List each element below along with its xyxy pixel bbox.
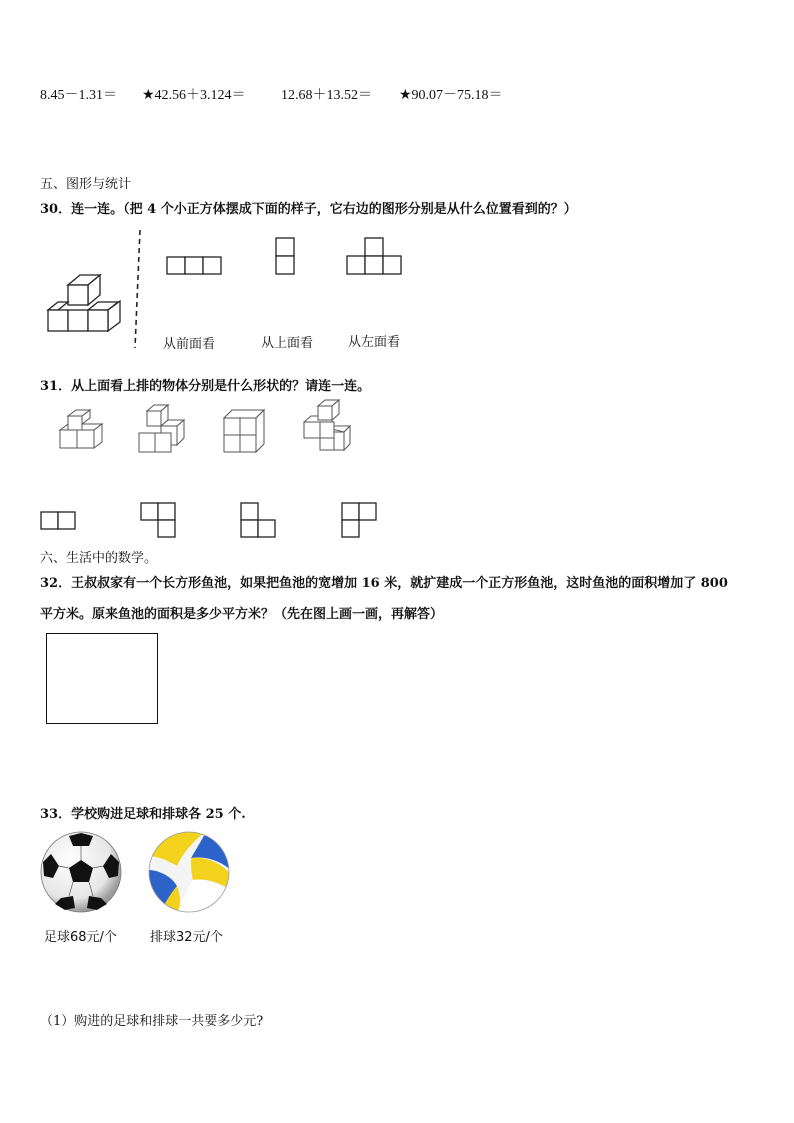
q31-object-2 [137, 405, 189, 455]
q31-shape-1 [40, 511, 76, 531]
q33-sub-question-1: （1）购进的足球和排球一共要多少元? [40, 1014, 264, 1029]
soccer-price-label: 足球68元/个 [44, 930, 117, 945]
volleyball-icon [147, 830, 231, 914]
q31-prompt: 31．从上面看上排的物体分别是什么形状的？请连一连。 [40, 379, 371, 394]
arith-1: 8.45－1.31＝ [40, 88, 117, 103]
q31-shape-4 [341, 502, 377, 538]
q31-object-4 [300, 400, 356, 454]
q31-object-3 [222, 408, 268, 454]
q31-shape-3 [240, 502, 276, 538]
volleyball-price-label: 排球32元/个 [150, 930, 223, 945]
q30-view-c [346, 237, 402, 275]
q30-dashed-divider [135, 230, 145, 350]
arith-2: ★42.56＋3.124＝ [142, 88, 246, 103]
q30-cube-figure [40, 265, 130, 337]
q31-shape-2 [140, 502, 176, 538]
q30-view-a [166, 256, 222, 276]
q30-view-label-left: 从左面看 [348, 335, 401, 350]
q30-view-label-front: 从前面看 [163, 337, 216, 352]
section-6-title: 六、生活中的数学。 [40, 551, 158, 566]
q30-view-b [275, 237, 295, 275]
q32-pond-rectangle [46, 633, 158, 724]
soccer-ball-icon [39, 830, 123, 914]
section-5-title: 五、图形与统计 [40, 177, 132, 192]
q30-view-label-top: 从上面看 [261, 336, 314, 351]
q32-line-2: 平方米。原来鱼池的面积是多少平方米？（先在图上画一画，再解答） [40, 607, 444, 622]
arith-3: 12.68＋13.52＝ [281, 88, 372, 103]
q33-prompt: 33．学校购进足球和排球各 25 个. [40, 807, 246, 822]
q31-object-1 [58, 410, 108, 454]
q32-line-1: 32．王叔叔家有一个长方形鱼池，如果把鱼池的宽增加 16 米，就扩建成一个正方形鱼池，这时鱼池的面积增加了 800 [40, 576, 728, 591]
q30-prompt: 30．连一连。（把 4 个小正方体摆成下面的样子，它右边的图形分别是从什么位置看到的？） [40, 202, 577, 217]
arith-4: ★90.07－75.18＝ [399, 88, 503, 103]
